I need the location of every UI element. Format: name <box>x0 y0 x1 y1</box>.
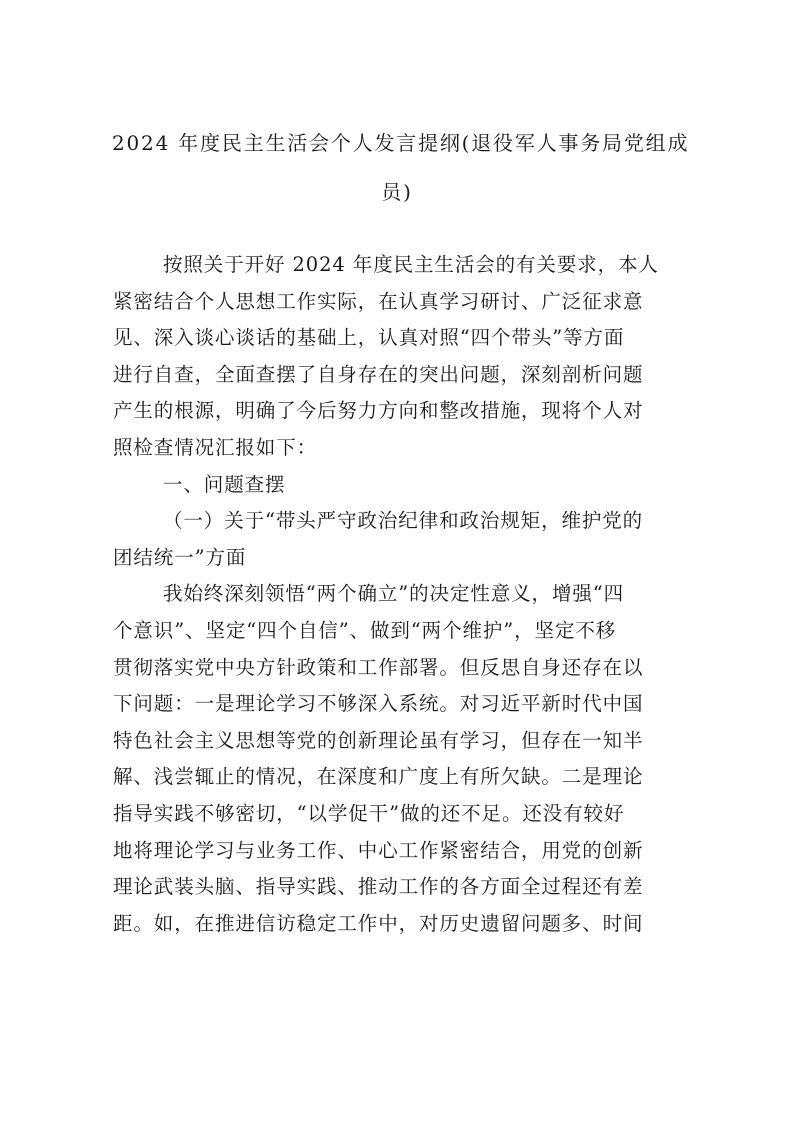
body-line: 地将理论学习与业务工作、中心工作紧密结合，用党的创新 <box>113 838 644 862</box>
body-line: 距。如，在推进信访稳定工作中，对历史遗留问题多、时间 <box>113 911 644 935</box>
body-line: 紧密结合个人思想工作实际，在认真学习研讨、广泛征求意 <box>113 289 644 313</box>
document-title-line-2: 员) <box>381 180 413 204</box>
body-line: 我始终深刻领悟“两个确立”的决定性意义，增强“四 <box>163 582 625 606</box>
body-line: 解、浅尝辄止的情况，在深度和广度上有所欠缺。二是理论 <box>113 765 644 789</box>
body-line: 一、问题查摆 <box>163 472 286 496</box>
body-line: 按照关于开好 2024 年度民主生活会的有关要求，本人 <box>163 253 659 276</box>
body-line: 指导实践不够密切，“以学促干”做的还不足。还没有较好 <box>113 802 625 825</box>
body-line: 见、深入谈心谈话的基础上，认真对照“四个带头”等方面 <box>113 326 625 350</box>
body-line: 贯彻落实党中央方针政策和工作部署。但反思自身还存在以 <box>113 655 644 679</box>
body-line: 产生的根源，明确了今后努力方向和整改措施，现将个人对 <box>113 399 644 423</box>
body-line: 下问题：一是理论学习不够深入系统。对习近平新时代中国 <box>113 692 644 716</box>
body-line: 理论武装头脑、指导实践、推动工作的各方面全过程还有差 <box>113 875 644 899</box>
document-title-line-1: 2024 年度民主生活会个人发言提纲(退役军人事务局党组成 <box>112 131 690 155</box>
body-line: 团结统一”方面 <box>113 545 247 569</box>
body-line: 进行自查，全面查摆了自身存在的突出问题，深刻剖析问题 <box>113 362 644 386</box>
body-line: 特色社会主义思想等党的创新理论虽有学习，但存在一知半 <box>113 728 644 752</box>
body-line: 个意识”、坚定“四个自信”、做到“两个维护”，坚定不移 <box>113 619 617 642</box>
body-line: （一）关于“带头严守政治纪律和政治规矩，维护党的 <box>163 509 644 533</box>
body-line: 照检查情况汇报如下： <box>113 436 318 459</box>
